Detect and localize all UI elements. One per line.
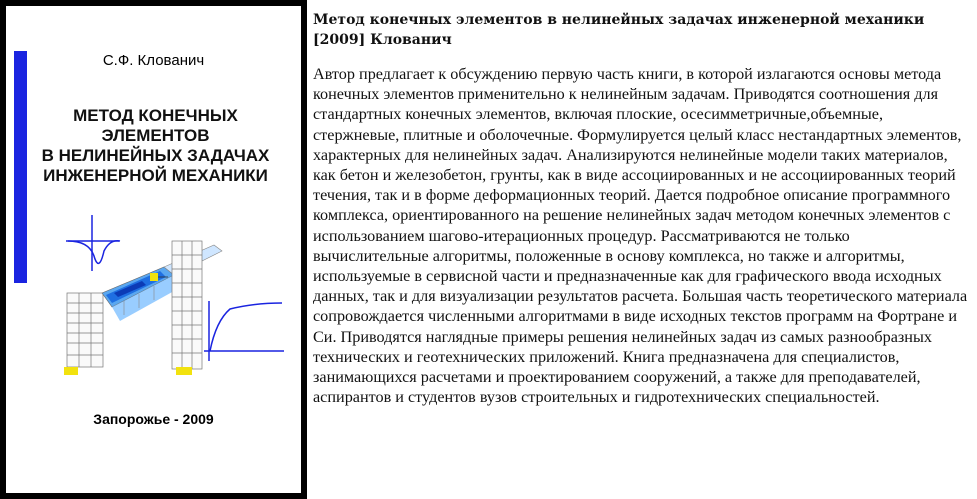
cover-title-line: В НЕЛИНЕЙНЫХ ЗАДАЧАХ xyxy=(41,146,270,165)
load-marker xyxy=(150,273,158,281)
support-right xyxy=(176,367,192,375)
wall-left xyxy=(67,293,103,367)
book-description xyxy=(313,10,969,407)
graph-bottom-right xyxy=(204,301,284,361)
cover-title-line: ЭЛЕМЕНТОВ xyxy=(101,126,210,145)
cover-title-line: ИНЖЕНЕРНОЙ МЕХАНИКИ xyxy=(43,166,268,185)
book-heading: Метод конечных элементов в нелинейных задачах инженерной механики [2009] Клованич xyxy=(313,12,925,48)
book-annotation: Автор предлагает к обсуждению первую часть книги, в которой излагаются основы метода конечных элементов применительно к нелинейным задачам. Приводятся соотношения для стандартных конечных элементов, включая плоские, осесимметричные,объемные, стержневые, плитные и оболочечные. Формулируется целый класс нестандартных элементов, характерных для нелинейных задач. Анализируются нелинейные модели таких материалов, как бетон и железобетон, грунты, как в виде ассоциированных и не ассоциированных теорий течения, так и в форме деформационных теорий. Дается подробное описание программного комплекса, ориентированного на решение нелинейных задач методом конечных элементов с использованием шагово-итерационных процедур. Рассматриваются не только вычислительные алгоритмы, положенные в основу комплекса, но также и алгоритмы, используемые в сервисной части и предназначенные как для графического ввода исходных данных, так и для визуализации результатов расчета. Большая часть теоретического материала сопровождается численными алгоритмами в виде исходных текстов программ на Фортране и Си. Приводятся наглядные примеры решения нелинейных задач из самых разнообразных технических и геотехнических приложений. Книга предназначена для специалистов, занимающихся расчетами и проектированием сооружений, а также для преподавателей, аспирантов и студентов вузов строительных и гидротехнических специальностей. xyxy=(313,65,968,407)
book-cover xyxy=(6,6,301,493)
graph-top-left xyxy=(66,215,120,271)
cover-place-year: Запорожье - 2009 xyxy=(93,411,214,427)
book-cover-frame xyxy=(0,0,307,499)
cover-title-line: МЕТОД КОНЕЧНЫХ xyxy=(73,106,238,125)
cover-author: С.Ф. Клованич xyxy=(102,52,205,69)
cover-accent-bar xyxy=(14,51,27,283)
cover-illustration xyxy=(64,211,289,381)
cover-title xyxy=(28,106,283,186)
support-left xyxy=(64,367,78,375)
stress-slab xyxy=(102,245,222,321)
wall-right xyxy=(172,241,202,369)
